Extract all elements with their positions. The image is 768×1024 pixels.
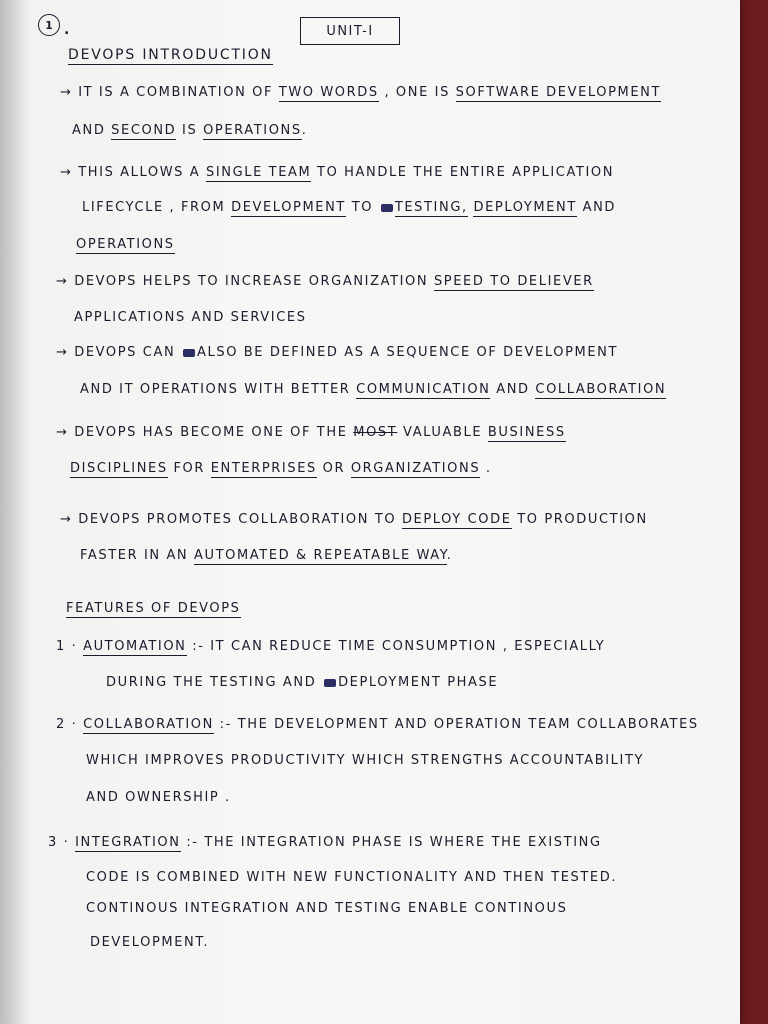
- ink-blot: [183, 349, 195, 357]
- intro-line-4: LIFECYCLE , FROM DEVELOPMENT TO TESTING, DEPLOYMENT AND: [82, 200, 617, 215]
- intro-line-13: FASTER IN AN AUTOMATED & REPEATABLE WAY.: [80, 548, 453, 563]
- features-heading: FEATURES OF DEVOPS: [66, 601, 241, 616]
- page-number-dot: .: [64, 22, 70, 38]
- intro-line-9: AND IT OPERATIONS WITH BETTER COMMUNICATION AND COLLABORATION: [80, 382, 667, 397]
- intro-line-1: → IT IS A COMBINATION OF TWO WORDS , ONE IS SOFTWARE DEVELOPMENT: [60, 85, 662, 100]
- ink-blot: [324, 679, 336, 687]
- ink-blot: [381, 204, 393, 212]
- feature-3-line-1: 3 · INTEGRATION :- THE INTEGRATION PHASE IS WHERE THE EXISTING: [48, 835, 602, 850]
- intro-line-6: → DEVOPS HELPS TO INCREASE ORGANIZATION SPEED TO DELIEVER: [56, 274, 594, 289]
- feature-1-line-2: DURING THE TESTING AND DEPLOYMENT PHASE: [106, 675, 499, 690]
- feature-2-line-1: 2 · COLLABORATION :- THE DEVELOPMENT AND OPERATION TEAM COLLABORATES: [56, 717, 699, 732]
- intro-line-8: → DEVOPS CAN ALSO BE DEFINED AS A SEQUENCE OF DEVELOPMENT: [56, 345, 619, 360]
- page-number-circle: [38, 14, 60, 36]
- feature-3-line-2: CODE IS COMBINED WITH NEW FUNCTIONALITY AND THEN TESTED.: [86, 870, 618, 885]
- intro-line-7: APPLICATIONS AND SERVICES: [74, 310, 307, 325]
- unit-heading-box: [300, 17, 400, 45]
- intro-line-3: → THIS ALLOWS A SINGLE TEAM TO HANDLE THE ENTIRE APPLICATION: [60, 165, 615, 180]
- intro-line-2: AND SECOND IS OPERATIONS.: [72, 123, 308, 138]
- feature-2-line-2: WHICH IMPROVES PRODUCTIVITY WHICH STRENGTHS ACCOUNTABILITY: [86, 753, 645, 768]
- intro-line-10: → DEVOPS HAS BECOME ONE OF THE MOST VALUABLE BUSINESS: [56, 425, 566, 440]
- intro-line-5: OPERATIONS: [76, 237, 175, 252]
- feature-2-line-3: AND OWNERSHIP .: [86, 790, 231, 805]
- page-number: 1: [45, 18, 53, 32]
- intro-line-12: → DEVOPS PROMOTES COLLABORATION TO DEPLOY CODE TO PRODUCTION: [60, 512, 648, 527]
- feature-1-line-1: 1 · AUTOMATION :- IT CAN REDUCE TIME CONSUMPTION , ESPECIALLY: [56, 639, 606, 654]
- page-edge-shadow: [0, 0, 30, 1024]
- feature-3-line-4: DEVELOPMENT.: [90, 935, 210, 950]
- page-title: DEVOPS INTRODUCTION: [68, 47, 273, 63]
- intro-line-11: DISCIPLINES FOR ENTERPRISES OR ORGANIZATIONS .: [70, 461, 492, 476]
- unit-heading: UNIT-I: [326, 23, 374, 39]
- feature-3-line-3: CONTINOUS INTEGRATION AND TESTING ENABLE CONTINOUS: [86, 901, 568, 916]
